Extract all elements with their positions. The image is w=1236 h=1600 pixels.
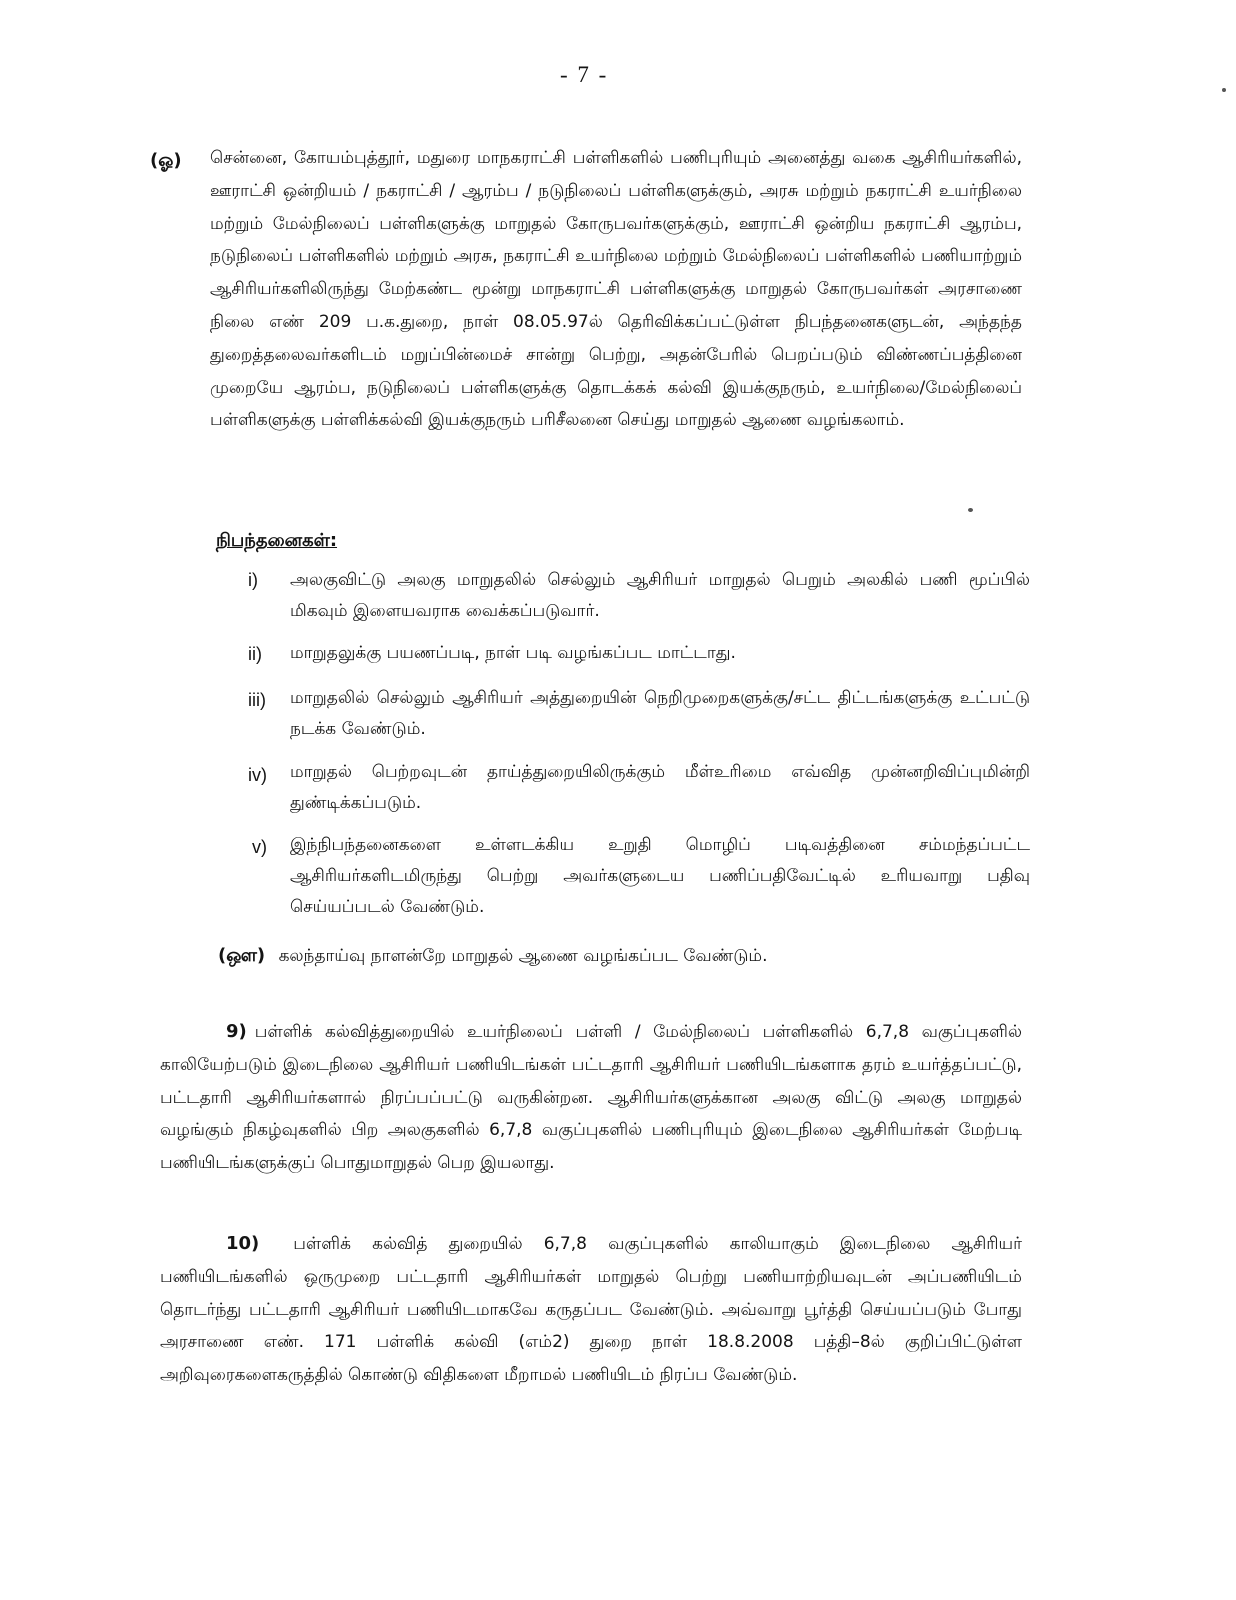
condition-number: iii) (248, 690, 266, 710)
scan-speck (968, 508, 973, 512)
condition-text: மாறுதலுக்கு பயணப்படி, நாள் படி வழங்கப்பட மாட்டாது. (290, 643, 736, 663)
para-9-text: பள்ளிக் கல்வித்துறையில் உயர்நிலைப் பள்ளி / மேல்நிலைப் பள்ளிகளில் 6,7,8 வகுப்புகளில் காலியேற்படும் இடைநிலை ஆசிரியர் பணியிடங்கள் பட்டதாரி ஆசிரியர் பணியிடங்களாக தரம் உயர்த்தப்பட்டு, பட்டதாரி ஆசிரியர்களால் நிரப்பப்பட்டு வருகின்றன. ஆசிரியர்களுக்கான அலகு விட்டு அலகு மாறுதல் வழங்கும் நிகழ்வுகளில் பிற அலகுகளில் 6,7,8 வகுப்புகளில் பணிபுரியும் இடைநிலை ஆசிரியர்கள் மேற்படி பணியிடங்களுக்குப் பொதுமாறுதல் பெற இயலாது. (160, 1022, 1022, 1174)
scan-speck (1222, 88, 1226, 92)
condition-text: மாறுதல் பெற்றவுடன் தாய்த்துறையிலிருக்கும் மீள்உரிமை எவ்வித முன்னறிவிப்புமின்றி துண்டிக்கப்படும். (290, 762, 1030, 813)
section-au-text: கலந்தாய்வு நாளன்றே மாறுதல் ஆணை வழங்கப்பட வேண்டும். (278, 946, 768, 966)
section-o-text: சென்னை, கோயம்புத்தூர், மதுரை மாநகராட்சி பள்ளிகளில் பணிபுரியும் அனைத்து வகை ஆசிரியர்களில், ஊராட்சி ஒன்றியம் / நகராட்சி / ஆரம்ப / நடுநிலைப் பள்ளிகளுக்கும், அரசு மற்றும் நகராட்சி உயர்நிலை மற்றும் மேல்நிலைப் பள்ளிகளுக்கு மாறுதல் கோருபவர்களுக்கும், ஊராட்சி ஒன்றிய நகராட்சி ஆரம்ப, நடுநிலைப் பள்ளிகளில் மற்றும் அரசு, நகராட்சி உயர்நிலை மற்றும் மேல்நிலைப் பள்ளிகளில் பணியாற்றும் ஆசிரியர்களிலிருந்து மேற்கண்ட மூன்று மாநகராட்சி பள்ளிகளுக்கு மாறுதல் கோருபவர்கள் அரசாணை நிலை எண் 209 ப.க.துறை, நாள் 08.05.97ல் தெரிவிக்கப்பட்டுள்ள நிபந்தனைகளுடன், அந்தந்த துறைத்தலைவர்களிடம் மறுப்பின்மைச் சான்று பெற்று, அதன்பேரில் பெறப்படும் விண்ணப்பத்தினை முறையே ஆரம்ப, நடுநிலைப் பள்ளிகளுக்கு தொடக்கக் கல்வி இயக்குநரும், உயர்நிலை/மேல்நிலைப் பள்ளிகளுக்கு பள்ளிக்கல்வி இயக்குநரும் பரிசீலனை செய்து மாறுதல் ஆணை வழங்கலாம். (210, 148, 1022, 431)
conditions-heading: நிபந்தனைகள்: (216, 530, 338, 551)
condition-text: இந்நிபந்தனைகளை உள்ளடக்கிய உறுதி மொழிப் படிவத்தினை சம்மந்தப்பட்ட ஆசிரியர்களிடமிருந்து பெற்று அவர்களுடைய பணிப்பதிவேட்டில் உரியவாறு பதிவு செய்யப்படல் வேண்டும். (290, 835, 1030, 917)
page-number: - 7 - (560, 62, 609, 87)
section-o-label: (ஓ) (150, 150, 182, 171)
para-10-label: 10) (226, 1233, 260, 1254)
condition-number: v) (252, 837, 267, 857)
para-10-text: பள்ளிக் கல்வித் துறையில் 6,7,8 வகுப்புகளில் காலியாகும் இடைநிலை ஆசிரியர் பணியிடங்களில் ஒருமுறை பட்டதாரி ஆசிரியர்கள் மாறுதல் பெற்று பணியாற்றியவுடன் அப்பணியிடம் தொடர்ந்து பட்டதாரி ஆசிரியர் பணியிடமாகவே கருதப்பட வேண்டும். அவ்வாறு பூர்த்தி செய்யப்படும் போது அரசாணை எண். 171 பள்ளிக் கல்வி (எம்2) துறை நாள் 18.8.2008 பத்தி–8ல் குறிப்பிட்டுள்ள அறிவுரைகளைகருத்தில் கொண்டு விதிகளை மீறாமல் பணியிடம் நிரப்ப வேண்டும். (160, 1234, 1022, 1386)
para-9-label: 9) (226, 1021, 247, 1042)
para-9 (160, 1016, 1022, 1180)
section-au-label: (ஔ) (218, 945, 266, 966)
condition-text: மாறுதலில் செல்லும் ஆசிரியர் அத்துறையின் நெறிமுறைகளுக்கு/சட்ட திட்டங்களுக்கு உட்பட்டு நடக்க வேண்டும். (290, 688, 1030, 739)
condition-number: iv) (248, 765, 267, 785)
section-au (218, 945, 767, 968)
condition-number: i) (248, 570, 258, 590)
condition-text: அலகுவிட்டு அலகு மாறுதலில் செல்லும் ஆசிரியர் மாறுதல் பெறும் அலகில் பணி மூப்பில் மிகவும் இளையவராக வைக்கப்படுவார். (290, 570, 1030, 621)
condition-number: ii) (248, 644, 262, 664)
para-10 (160, 1228, 1022, 1392)
